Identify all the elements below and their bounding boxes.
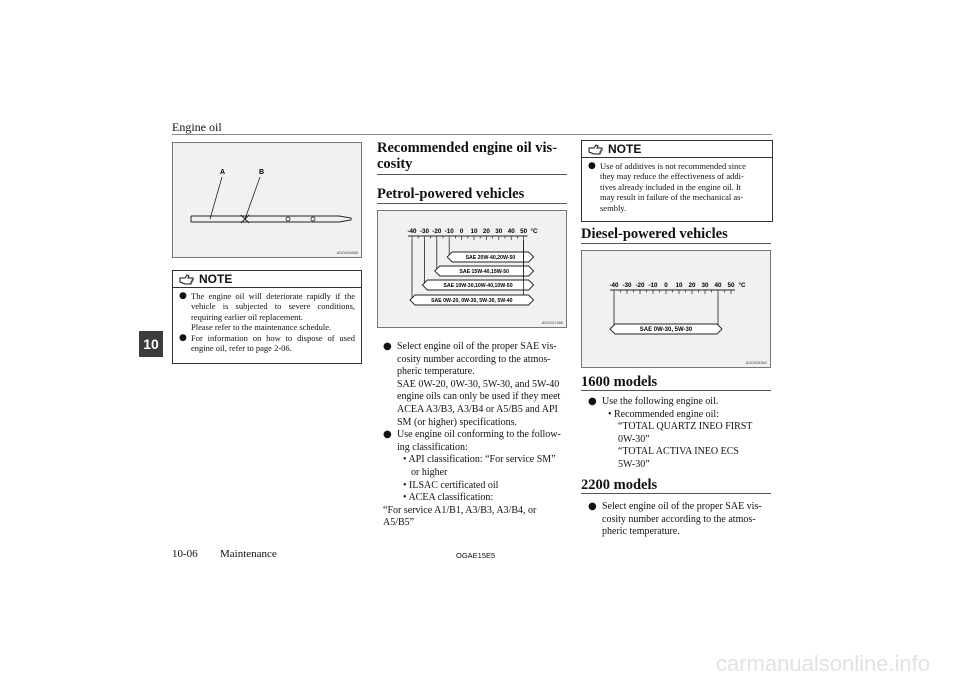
sub-item: • API classification: “For service SM”: [403, 454, 556, 466]
text-line: SAE 0W-20, 0W-30, 5W-30, and 5W-40: [397, 378, 560, 390]
temperature-tick-label: 0: [664, 282, 668, 289]
bullet-icon: ●: [588, 501, 597, 512]
acea-line: A5/B5”: [383, 517, 415, 529]
viscosity-grade-label: SAE 0W-30, 5W-30: [639, 327, 693, 334]
petrol-chart-svg: [378, 211, 566, 327]
note-text: they may reduce the effectiveness of addi-: [600, 171, 744, 182]
dipstick-figure: [172, 142, 362, 258]
list-item: [588, 396, 771, 472]
note-header: [582, 141, 772, 158]
running-header: Engine oil: [172, 120, 222, 134]
temperature-tick-label: 40: [507, 228, 515, 235]
viscosity-grade-label: SAE 10W-30,10W-40,10W-50: [443, 283, 513, 290]
temperature-tick-label: -10: [444, 228, 454, 235]
sub-item: • ACEA classification:: [403, 492, 494, 504]
temperature-tick-label: 20: [482, 228, 490, 235]
diesel-chart-svg: [582, 251, 770, 367]
petrol-viscosity-chart: [377, 210, 567, 328]
text-line: Use engine oil conforming to the follow-: [397, 429, 561, 441]
note-item: [179, 333, 355, 354]
subsection-divider: [581, 493, 771, 494]
sub-item-cont: or higher: [411, 466, 448, 478]
subsection-divider: [377, 203, 567, 204]
temperature-unit: °C: [738, 282, 746, 289]
temperature-tick-label: -40: [609, 282, 619, 289]
note-header: [173, 271, 361, 288]
bullet-icon: ●: [179, 332, 187, 343]
hand-icon: [179, 273, 195, 285]
temperature-tick-label: -30: [419, 228, 429, 235]
viscosity-grade-label: SAE 15W-40,15W-50: [459, 269, 510, 276]
text-line: ing classification:: [397, 441, 468, 453]
temperature-tick-label: 10: [675, 282, 683, 289]
watermark: carmanualsonline.info: [716, 651, 931, 676]
bullet-icon: ●: [383, 429, 392, 441]
oil-name: “TOTAL ACTIVA INEO ECS: [618, 446, 739, 458]
hand-icon: [588, 143, 604, 155]
chapter-tab: 10: [139, 331, 163, 357]
subsection-divider: [581, 390, 771, 391]
text-line: pheric temperature.: [602, 526, 680, 538]
temperature-tick-label: 0: [459, 228, 464, 235]
text-line: ACEA A3/B3, A3/B4 or A5/B5 and API: [397, 403, 558, 415]
text-line: pheric temperature.: [397, 366, 475, 378]
chart-code: AG0021386: [541, 320, 563, 325]
note-text: tives already included in the engine oil. It: [600, 181, 742, 192]
text-line: Select engine oil of the proper SAE vis-: [602, 501, 762, 512]
note-item: [588, 161, 766, 213]
note-box: [581, 140, 773, 222]
viscosity-grade-label: SAE 0W-20, 0W-30, 5W-30, 5W-40: [431, 298, 513, 305]
list-item: [588, 501, 771, 539]
subsection-title: 1600 models: [581, 374, 658, 390]
note-text: Use of additives is not recommended since: [600, 161, 746, 171]
right-body-2200: [588, 501, 771, 539]
note-text: For information on how to dispose of used engine oil, refer to page 2-06.: [191, 332, 355, 354]
middle-body: [383, 341, 567, 530]
bullet-icon: ●: [179, 291, 187, 301]
text-line: cosity number according to the atmos-: [397, 353, 551, 365]
dipstick-illustration: [173, 143, 361, 257]
temperature-tick-label: 40: [714, 282, 722, 289]
temperature-tick-label: 50: [520, 228, 528, 235]
bullet-icon: ●: [588, 396, 597, 407]
note-text: The engine oil will deteriorate rapidly if the vehicle is subjected to severe conditions, requiring earlier oil replacement.: [191, 291, 355, 322]
text-line: Select engine oil of the proper SAE vis-: [397, 341, 557, 352]
temperature-tick-label: -20: [432, 228, 442, 235]
temperature-tick-label: -40: [407, 228, 417, 235]
sub-item: • ILSAC certificated oil: [403, 479, 499, 491]
acea-line: “For service A1/B1, A3/B3, A3/B4, or: [383, 504, 537, 516]
header-divider: [172, 134, 772, 135]
note-text: sembly.: [600, 202, 627, 213]
temperature-tick-label: -30: [622, 282, 632, 289]
subsection-title: Petrol-powered vehicles: [377, 186, 525, 202]
note-heading: NOTE: [608, 142, 642, 156]
subsection-divider: [581, 243, 771, 244]
figure-code: AG0024686: [336, 250, 358, 255]
sub-item: • Recommended engine oil:: [608, 408, 719, 420]
temperature-tick-label: 20: [688, 282, 696, 289]
list-item: [383, 341, 567, 429]
temperature-tick-label: -10: [648, 282, 658, 289]
label-a: A: [220, 169, 226, 176]
subsection-title: 2200 models: [581, 477, 658, 493]
page-number: 10-06: [172, 548, 198, 560]
text-line: SM (or higher) specifications.: [397, 416, 517, 428]
oil-name: 5W-30”: [618, 458, 650, 470]
text-line: cosity number according to the atmos-: [602, 513, 756, 525]
oil-name: “TOTAL QUARTZ INEO FIRST: [618, 421, 753, 433]
subsection-title: Diesel-powered vehicles: [581, 226, 728, 242]
note-heading: NOTE: [199, 272, 233, 286]
text-line: engine oils can only be used if they meet: [397, 391, 561, 403]
oil-name: 0W-30”: [618, 433, 650, 445]
title-divider: [377, 174, 567, 175]
label-b: B: [259, 169, 265, 176]
diesel-viscosity-chart: [581, 250, 771, 368]
temperature-tick-label: -20: [635, 282, 645, 289]
document-code: OGAE15E5: [456, 551, 496, 560]
viscosity-grade-label: SAE 20W-40,20W-50: [465, 255, 516, 262]
note-item: [179, 291, 355, 333]
temperature-tick-label: 30: [701, 282, 709, 289]
note-box: [172, 270, 362, 364]
note-text: Please refer to the maintenance schedule.: [191, 322, 332, 333]
text-line: Use the following engine oil.: [602, 396, 719, 407]
temperature-tick-label: 30: [495, 228, 503, 235]
right-body-1600: [588, 396, 771, 472]
footer-section: Maintenance: [220, 548, 277, 560]
bullet-icon: ●: [383, 341, 392, 352]
section-title: Recommended engine oil vis- cosity: [377, 140, 558, 172]
temperature-unit: °C: [530, 228, 538, 235]
temperature-tick-label: 50: [727, 282, 735, 289]
bullet-icon: ●: [588, 161, 596, 171]
chart-code: AG0025384: [745, 360, 767, 365]
temperature-tick-label: 10: [470, 228, 478, 235]
note-text: may result in failure of the mechanical as-: [600, 192, 744, 203]
list-item: [383, 429, 567, 505]
